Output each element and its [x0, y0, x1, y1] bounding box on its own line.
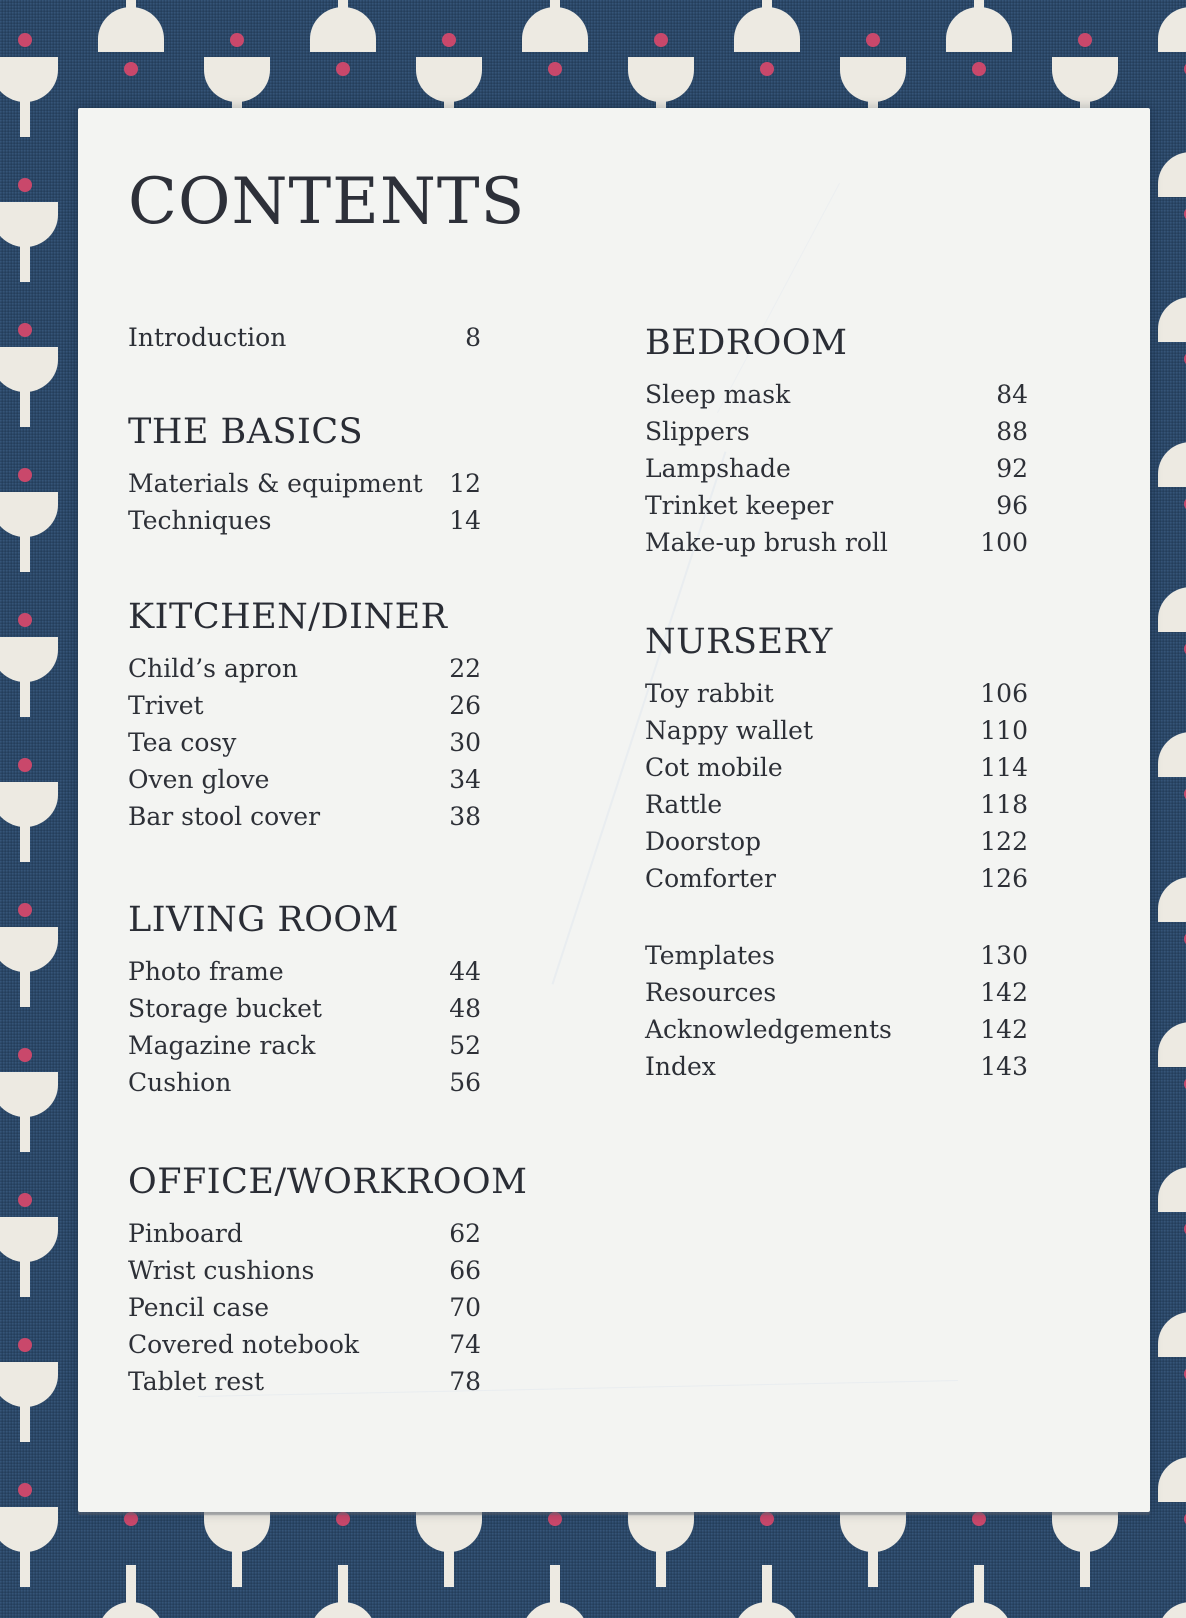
toc-entry: [128, 465, 481, 502]
toc-entry-label: Nappy wallet: [645, 716, 813, 745]
toc-entry-page: 118: [980, 790, 1028, 819]
toc-entry: [128, 1064, 481, 1101]
toc-entry-page: 48: [449, 994, 481, 1023]
toc-section-the-basics: [128, 412, 481, 539]
toc-entry-label: Introduction: [128, 323, 287, 352]
toc-entry: [128, 1326, 481, 1363]
toc-entry: [645, 860, 1028, 897]
toc-entry-page: 62: [449, 1219, 481, 1248]
toc-entry: [645, 487, 1028, 524]
toc-entry: [645, 937, 1028, 974]
toc-entry-label: Templates: [645, 941, 775, 970]
toc-entry: [645, 974, 1028, 1011]
toc-entry: [645, 376, 1028, 413]
toc-entry: [645, 1011, 1028, 1048]
toc-entry: [128, 953, 481, 990]
toc-entry-label: Cot mobile: [645, 753, 783, 782]
toc-entry-label: Pinboard: [128, 1219, 243, 1248]
toc-entry-page: 44: [449, 957, 481, 986]
toc-entry-page: 70: [449, 1293, 481, 1322]
toc-entry: [128, 990, 481, 1027]
toc-entry-page: 84: [996, 380, 1028, 409]
toc-entry: [128, 724, 481, 761]
toc-entry-page: 38: [449, 802, 481, 831]
toc-section-office-workroom: [128, 1162, 528, 1400]
toc-entry-label: Storage bucket: [128, 994, 322, 1023]
toc-entry: [645, 823, 1028, 860]
toc-entry: [128, 1252, 481, 1289]
toc-entry-label: Doorstop: [645, 827, 762, 856]
toc-entry: [128, 1289, 481, 1326]
toc-entry-page: 66: [449, 1256, 481, 1285]
page-title: CONTENTS: [128, 165, 526, 239]
toc-entry-label: Photo frame: [128, 957, 284, 986]
toc-entry-page: 8: [465, 323, 481, 352]
toc-entry: [128, 798, 481, 835]
section-heading: BEDROOM: [645, 323, 848, 363]
toc-entry: [645, 413, 1028, 450]
toc-entry-label: Materials & equipment: [128, 469, 423, 498]
toc-entry: [645, 1048, 1028, 1085]
toc-entry-label: Comforter: [645, 864, 776, 893]
toc-entry-page: 142: [980, 978, 1028, 1007]
toc-section-living-room: [128, 900, 481, 1101]
toc-entry-page: 142: [980, 1015, 1028, 1044]
toc-entry-page: 114: [980, 753, 1028, 782]
toc-entry: [128, 687, 481, 724]
toc-entry-label: Tablet rest: [128, 1367, 265, 1396]
toc-entry-label: Toy rabbit: [645, 679, 774, 708]
toc-entry-label: Lampshade: [645, 454, 791, 483]
toc-section-nursery: [645, 622, 1028, 897]
toc-entry-label: Wrist cushions: [128, 1256, 315, 1285]
toc-entry-label: Covered notebook: [128, 1330, 360, 1359]
toc-entry-page: 130: [980, 941, 1028, 970]
toc-entry-page: 78: [449, 1367, 481, 1396]
toc-entry: [128, 1027, 481, 1064]
toc-entry: [128, 650, 481, 687]
toc-entry-page: 52: [449, 1031, 481, 1060]
toc-entry-page: 56: [449, 1068, 481, 1097]
toc-section-kitchen-diner: [128, 597, 481, 835]
toc-entry: [128, 1215, 481, 1252]
toc-entry-page: 14: [449, 506, 481, 535]
toc-entry: [645, 749, 1028, 786]
toc-entry-label: Trivet: [128, 691, 204, 720]
toc-entry: [645, 524, 1028, 561]
toc-entry-page: 74: [449, 1330, 481, 1359]
toc-entry-page: 92: [996, 454, 1028, 483]
toc-entry-label: Cushion: [128, 1068, 232, 1097]
toc-entry-label: Acknowledgements: [645, 1015, 892, 1044]
section-heading: THE BASICS: [128, 412, 364, 452]
toc-entry: [128, 319, 481, 356]
toc-entry-label: Rattle: [645, 790, 723, 819]
toc-entry-page: 12: [449, 469, 481, 498]
toc-entry-page: 143: [980, 1052, 1028, 1081]
toc-entry-label: Child’s apron: [128, 654, 298, 683]
toc-entry-page: 100: [980, 528, 1028, 557]
toc-entry-label: Trinket keeper: [645, 491, 834, 520]
toc-entry-page: 96: [996, 491, 1028, 520]
toc-entry-label: Index: [645, 1052, 716, 1081]
toc-entry-page: 106: [980, 679, 1028, 708]
toc-entry-page: 126: [980, 864, 1028, 893]
toc-entry: [645, 450, 1028, 487]
toc-entry-label: Sleep mask: [645, 380, 791, 409]
section-heading: KITCHEN/DINER: [128, 597, 448, 637]
section-heading: OFFICE/WORKROOM: [128, 1162, 528, 1202]
toc-entry-label: Oven glove: [128, 765, 270, 794]
toc-section-end-matter: [645, 937, 1028, 1085]
toc-entry-label: Make-up brush roll: [645, 528, 888, 557]
toc-entry-label: Pencil case: [128, 1293, 270, 1322]
toc-entry-page: 122: [980, 827, 1028, 856]
toc-entry: [645, 675, 1028, 712]
toc-section-introduction: [128, 319, 481, 356]
toc-entry-label: Magazine rack: [128, 1031, 316, 1060]
toc-entry: [645, 786, 1028, 823]
toc-entry: [645, 712, 1028, 749]
toc-entry-label: Tea cosy: [128, 728, 237, 757]
contents-page: [78, 108, 1150, 1512]
toc-entry-label: Techniques: [128, 506, 272, 535]
toc-entry-page: 30: [449, 728, 481, 757]
toc-entry-page: 26: [449, 691, 481, 720]
toc-entry-page: 22: [449, 654, 481, 683]
toc-entry-label: Slippers: [645, 417, 750, 446]
toc-entry-label: Bar stool cover: [128, 802, 321, 831]
toc-entry-page: 110: [980, 716, 1028, 745]
toc-entry-page: 34: [449, 765, 481, 794]
toc-entry: [128, 761, 481, 798]
toc-entry: [128, 502, 481, 539]
toc-section-bedroom: [645, 323, 1028, 561]
section-heading: NURSERY: [645, 622, 833, 662]
section-heading: LIVING ROOM: [128, 900, 399, 940]
toc-entry-label: Resources: [645, 978, 777, 1007]
toc-entry: [128, 1363, 481, 1400]
toc-entry-page: 88: [996, 417, 1028, 446]
